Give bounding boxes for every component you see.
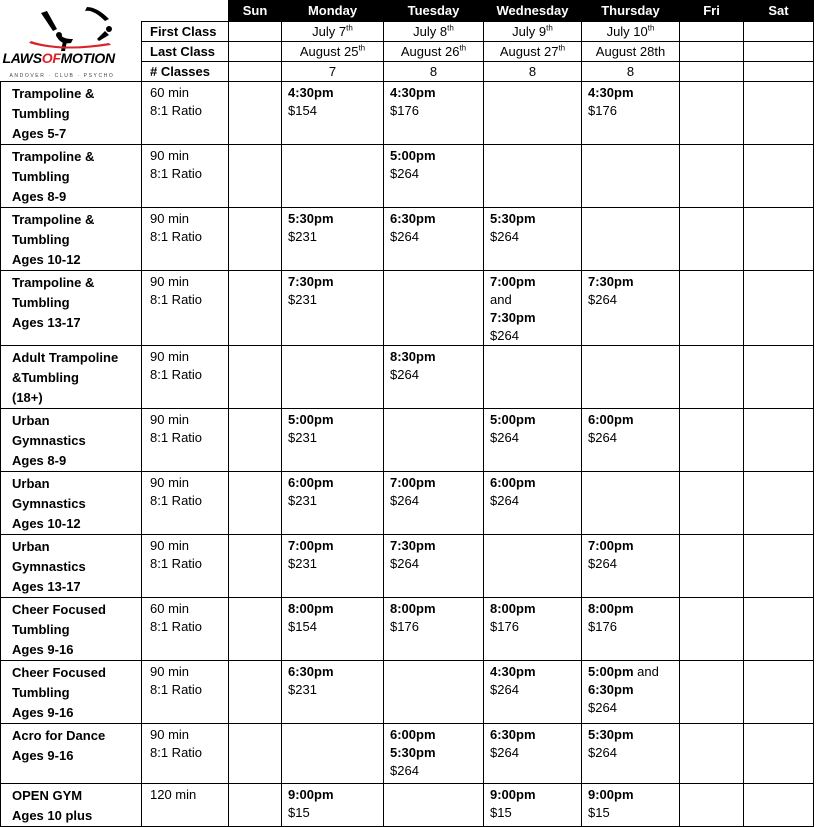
slot-fri xyxy=(680,661,744,724)
slot-tuesday xyxy=(384,472,484,535)
slot-wednesday xyxy=(484,145,582,208)
class-duration: 90 min xyxy=(150,727,190,742)
slot-sat xyxy=(744,271,814,346)
class-duration-cell xyxy=(142,145,229,208)
slot-detail: $231 xyxy=(288,229,317,244)
day-header-thursday: Thursday xyxy=(582,1,680,22)
class-name-cell xyxy=(1,346,142,409)
class-count-sun xyxy=(229,62,282,82)
day-header-wednesday: Wednesday xyxy=(484,1,582,22)
class-name-line: Ages 8-9 xyxy=(12,453,67,468)
day-header-sun: Sun xyxy=(229,1,282,22)
class-name-line: Ages 10 plus xyxy=(12,808,93,823)
class-name-line: Ages 10-12 xyxy=(12,252,81,267)
class-name-cell xyxy=(1,208,142,271)
header-row xyxy=(1,1,814,22)
class-name-line: Ages 9-16 xyxy=(12,748,74,763)
class-count-tuesday: 8 xyxy=(384,62,484,82)
slot-time: 6:00pm xyxy=(490,475,536,490)
class-name-line: Ages 8-9 xyxy=(12,189,67,204)
slot-time: 4:30pm xyxy=(288,85,334,100)
slot-sat xyxy=(744,409,814,472)
class-duration: 60 min xyxy=(150,85,190,100)
class-name-cell xyxy=(1,784,142,827)
slot-detail: $264 xyxy=(490,493,519,508)
last-class-monday: August 25th xyxy=(282,42,384,62)
class-count-label: # Classes xyxy=(142,62,229,82)
slot-wednesday xyxy=(484,409,582,472)
class-name-line: Trampoline & xyxy=(12,212,95,227)
slot-sun xyxy=(229,535,282,598)
slot-detail: $264 xyxy=(390,763,419,778)
slot-detail: $154 xyxy=(288,619,317,634)
slot-sat xyxy=(744,661,814,724)
class-ratio: 8:1 Ratio xyxy=(150,292,203,307)
slot-detail: $176 xyxy=(490,619,519,634)
class-name-line: Trampoline & xyxy=(12,86,95,101)
slot-detail: $264 xyxy=(588,430,617,445)
slot-detail: $264 xyxy=(490,328,519,343)
first-class-tuesday: July 8th xyxy=(384,22,484,42)
slot-detail: $176 xyxy=(588,103,617,118)
slot-detail: $231 xyxy=(288,493,317,508)
class-name-line: Gymnastics xyxy=(12,559,86,574)
class-duration-cell xyxy=(142,784,229,827)
class-duration-cell xyxy=(142,472,229,535)
class-name-line: Acro for Dance xyxy=(12,728,106,743)
class-duration: 120 min xyxy=(150,787,197,802)
slot-time: 7:30pm xyxy=(588,274,634,289)
class-name-line: Tumbling xyxy=(12,685,70,700)
slot-fri xyxy=(680,472,744,535)
slot-time: 5:30pm xyxy=(588,727,634,742)
slot-thursday xyxy=(582,661,680,724)
slot-sat xyxy=(744,472,814,535)
class-name-cell xyxy=(1,724,142,784)
class-name-cell xyxy=(1,409,142,472)
slot-fri xyxy=(680,724,744,784)
slot-sun xyxy=(229,661,282,724)
slot-tuesday xyxy=(384,784,484,827)
slot-tuesday xyxy=(384,145,484,208)
slot-detail: $264 xyxy=(588,700,617,715)
slot-wednesday xyxy=(484,346,582,409)
first-class-monday: July 7th xyxy=(282,22,384,42)
class-row xyxy=(1,271,814,346)
class-name-line: Gymnastics xyxy=(12,433,86,448)
class-duration-cell xyxy=(142,409,229,472)
slot-time: 5:00pm xyxy=(288,412,334,427)
slot-thursday xyxy=(582,82,680,145)
slot-time: 5:30pm xyxy=(390,745,436,760)
class-name-line: Ages 13-17 xyxy=(12,315,81,330)
slot-detail: $176 xyxy=(390,619,419,634)
slot-fri xyxy=(680,535,744,598)
slot-time: 4:30pm xyxy=(390,85,436,100)
slot-wednesday xyxy=(484,271,582,346)
slot-monday xyxy=(282,535,384,598)
slot-sat xyxy=(744,346,814,409)
slot-detail: $264 xyxy=(490,745,519,760)
class-ratio: 8:1 Ratio xyxy=(150,556,203,571)
slot-sun xyxy=(229,784,282,827)
slot-fri xyxy=(680,784,744,827)
class-name-cell xyxy=(1,82,142,145)
class-duration-cell xyxy=(142,208,229,271)
slot-sun xyxy=(229,346,282,409)
class-name-line: Adult Trampoline xyxy=(12,350,119,365)
slot-time: 5:00pm xyxy=(390,148,436,163)
class-name-cell xyxy=(1,145,142,208)
slot-wednesday xyxy=(484,82,582,145)
class-name-cell xyxy=(1,598,142,661)
slot-wednesday xyxy=(484,208,582,271)
slot-tuesday xyxy=(384,661,484,724)
laws-of-motion-logo xyxy=(1,7,139,79)
class-count-sat xyxy=(744,62,814,82)
class-name-cell xyxy=(1,661,142,724)
class-row xyxy=(1,535,814,598)
slot-fri xyxy=(680,271,744,346)
class-ratio: 8:1 Ratio xyxy=(150,682,203,697)
first-class-label: First Class xyxy=(142,22,229,42)
slot-detail: $231 xyxy=(288,430,317,445)
class-duration-cell xyxy=(142,598,229,661)
class-name-line: Gymnastics xyxy=(12,496,86,511)
slot-time: 6:00pm xyxy=(390,727,436,742)
slot-time: 6:30pm xyxy=(390,211,436,226)
slot-time: 7:00pm xyxy=(288,538,334,553)
slot-time: 6:00pm xyxy=(588,412,634,427)
class-name-line: Ages 9-16 xyxy=(12,705,74,720)
slot-tuesday xyxy=(384,535,484,598)
slot-detail: $15 xyxy=(490,805,512,820)
slot-sat xyxy=(744,145,814,208)
slot-detail: $264 xyxy=(490,682,519,697)
slot-sun xyxy=(229,472,282,535)
slot-sat xyxy=(744,208,814,271)
class-row xyxy=(1,724,814,784)
last-class-tuesday: August 26th xyxy=(384,42,484,62)
slot-time: 5:30pm xyxy=(288,211,334,226)
first-class-wednesday: July 9th xyxy=(484,22,582,42)
class-count-wednesday: 8 xyxy=(484,62,582,82)
slot-tuesday xyxy=(384,208,484,271)
slot-detail: $231 xyxy=(288,556,317,571)
gymnast-silhouette-icon xyxy=(1,7,139,51)
class-duration: 90 min xyxy=(150,475,190,490)
slot-time: 7:00pm xyxy=(390,475,436,490)
slot-sun xyxy=(229,598,282,661)
slot-time: 5:00pm xyxy=(490,412,536,427)
slot-time: 9:00pm xyxy=(588,787,634,802)
slot-sun xyxy=(229,208,282,271)
slot-detail: $15 xyxy=(288,805,310,820)
slot-detail: $264 xyxy=(490,430,519,445)
class-ratio: 8:1 Ratio xyxy=(150,619,203,634)
slot-tuesday xyxy=(384,409,484,472)
slot-tuesday xyxy=(384,82,484,145)
slot-monday xyxy=(282,598,384,661)
class-ratio: 8:1 Ratio xyxy=(150,229,203,244)
slot-detail: $176 xyxy=(390,103,419,118)
slot-thursday xyxy=(582,409,680,472)
class-name-line: Tumbling xyxy=(12,295,70,310)
class-name-line: OPEN GYM xyxy=(12,788,83,803)
class-name-line: Ages 9-16 xyxy=(12,642,74,657)
slot-sun xyxy=(229,145,282,208)
slot-monday xyxy=(282,208,384,271)
slot-fri xyxy=(680,145,744,208)
class-ratio: 8:1 Ratio xyxy=(150,745,203,760)
slot-detail: $231 xyxy=(288,682,317,697)
slot-detail: $264 xyxy=(390,493,419,508)
class-duration-cell xyxy=(142,82,229,145)
slot-fri xyxy=(680,409,744,472)
last-class-wednesday: August 27th xyxy=(484,42,582,62)
class-name-line: Cheer Focused xyxy=(12,665,106,680)
class-count-monday: 7 xyxy=(282,62,384,82)
class-row xyxy=(1,82,814,145)
slot-fri xyxy=(680,82,744,145)
slot-monday xyxy=(282,82,384,145)
slot-sat xyxy=(744,82,814,145)
slot-wednesday xyxy=(484,535,582,598)
slot-wednesday xyxy=(484,724,582,784)
class-name-line: &Tumbling xyxy=(12,370,79,385)
class-row xyxy=(1,409,814,472)
slot-wednesday xyxy=(484,661,582,724)
slot-tuesday xyxy=(384,724,484,784)
slot-monday xyxy=(282,724,384,784)
first-class-thursday: July 10th xyxy=(582,22,680,42)
slot-fri xyxy=(680,598,744,661)
class-name-line: Ages 13-17 xyxy=(12,579,81,594)
slot-sat xyxy=(744,724,814,784)
slot-thursday xyxy=(582,346,680,409)
slot-monday xyxy=(282,409,384,472)
slot-wednesday xyxy=(484,598,582,661)
class-name-cell xyxy=(1,535,142,598)
class-row xyxy=(1,598,814,661)
class-count-thursday: 8 xyxy=(582,62,680,82)
class-rows xyxy=(1,82,814,827)
slot-time: 7:00pm xyxy=(588,538,634,553)
slot-sun xyxy=(229,724,282,784)
slot-monday xyxy=(282,346,384,409)
class-duration-cell xyxy=(142,661,229,724)
slot-tuesday xyxy=(384,346,484,409)
slot-detail: and xyxy=(490,292,512,307)
day-header-fri: Fri xyxy=(680,1,744,22)
slot-thursday xyxy=(582,724,680,784)
class-row xyxy=(1,208,814,271)
slot-time: 7:30pm xyxy=(288,274,334,289)
logo-cell xyxy=(1,1,142,82)
slot-detail: $264 xyxy=(390,556,419,571)
class-row xyxy=(1,145,814,208)
class-name-line: Tumbling xyxy=(12,169,70,184)
day-header-monday: Monday xyxy=(282,1,384,22)
class-duration: 90 min xyxy=(150,349,190,364)
slot-detail: $176 xyxy=(588,619,617,634)
header-blank-cell xyxy=(142,1,229,22)
slot-thursday xyxy=(582,598,680,661)
slot-sun xyxy=(229,82,282,145)
class-duration-cell xyxy=(142,271,229,346)
class-ratio: 8:1 Ratio xyxy=(150,430,203,445)
slot-time: 5:00pm and xyxy=(588,664,659,679)
class-ratio: 8:1 Ratio xyxy=(150,103,203,118)
class-name-line: (18+) xyxy=(12,390,43,405)
slot-time: 8:00pm xyxy=(390,601,436,616)
class-name-line: Tumbling xyxy=(12,232,70,247)
class-duration: 60 min xyxy=(150,601,190,616)
slot-time: 6:30pm xyxy=(490,727,536,742)
class-name-line: Ages 5-7 xyxy=(12,126,67,141)
class-ratio: 8:1 Ratio xyxy=(150,493,203,508)
slot-time: 7:30pm xyxy=(390,538,436,553)
class-name-line: Tumbling xyxy=(12,622,70,637)
slot-wednesday xyxy=(484,784,582,827)
slot-sat xyxy=(744,598,814,661)
slot-sun xyxy=(229,409,282,472)
slot-detail: $264 xyxy=(588,292,617,307)
class-count-fri xyxy=(680,62,744,82)
brand-wordmark: LAWSOFMOTION xyxy=(2,49,115,66)
class-ratio: 8:1 Ratio xyxy=(150,166,203,181)
slot-sun xyxy=(229,271,282,346)
slot-time: 4:30pm xyxy=(588,85,634,100)
slot-tuesday xyxy=(384,271,484,346)
slot-detail: $15 xyxy=(588,805,610,820)
slot-fri xyxy=(680,208,744,271)
slot-time: 9:00pm xyxy=(288,787,334,802)
class-duration: 90 min xyxy=(150,664,190,679)
class-name-line: Urban xyxy=(12,476,50,491)
slot-thursday xyxy=(582,784,680,827)
slot-time: 6:00pm xyxy=(288,475,334,490)
class-duration-cell xyxy=(142,724,229,784)
slot-detail: $264 xyxy=(390,166,419,181)
last-class-sat xyxy=(744,42,814,62)
slot-sat xyxy=(744,535,814,598)
slot-wednesday xyxy=(484,472,582,535)
first-class-sun xyxy=(229,22,282,42)
class-duration: 90 min xyxy=(150,274,190,289)
slot-time: 7:30pm xyxy=(490,310,536,325)
slot-detail: $264 xyxy=(490,229,519,244)
class-duration-cell xyxy=(142,346,229,409)
slot-time: 7:00pm xyxy=(490,274,536,289)
slot-time: 6:30pm xyxy=(288,664,334,679)
slot-monday xyxy=(282,784,384,827)
class-name-cell xyxy=(1,271,142,346)
day-header-sat: Sat xyxy=(744,1,814,22)
first-class-fri xyxy=(680,22,744,42)
slot-time: 8:00pm xyxy=(288,601,334,616)
slot-thursday xyxy=(582,472,680,535)
class-name-line: Ages 10-12 xyxy=(12,516,81,531)
slot-detail: $264 xyxy=(588,556,617,571)
slot-monday xyxy=(282,661,384,724)
last-class-label: Last Class xyxy=(142,42,229,62)
slot-time: 8:00pm xyxy=(588,601,634,616)
slot-time: 8:30pm xyxy=(390,349,436,364)
slot-detail: $154 xyxy=(288,103,317,118)
slot-time: 9:00pm xyxy=(490,787,536,802)
slot-tuesday xyxy=(384,598,484,661)
class-row xyxy=(1,784,814,827)
class-name-line: Urban xyxy=(12,413,50,428)
slot-sat xyxy=(744,784,814,827)
slot-detail: $264 xyxy=(588,745,617,760)
class-ratio: 8:1 Ratio xyxy=(150,367,203,382)
slot-monday xyxy=(282,472,384,535)
class-duration: 90 min xyxy=(150,148,190,163)
first-class-sat xyxy=(744,22,814,42)
class-duration: 90 min xyxy=(150,538,190,553)
slot-monday xyxy=(282,145,384,208)
slot-detail: $231 xyxy=(288,292,317,307)
last-class-thursday: August 28th xyxy=(582,42,680,62)
class-name-line: Cheer Focused xyxy=(12,602,106,617)
class-name-cell xyxy=(1,472,142,535)
slot-time: 4:30pm xyxy=(490,664,536,679)
brand-tagline: ANDOVER · CLUB · PSYCHO xyxy=(9,72,115,79)
class-duration-cell xyxy=(142,535,229,598)
class-name-line: Trampoline & xyxy=(12,275,95,290)
slot-monday xyxy=(282,271,384,346)
class-name-line: Urban xyxy=(12,539,50,554)
slot-thursday xyxy=(582,271,680,346)
day-header-tuesday: Tuesday xyxy=(384,1,484,22)
class-row xyxy=(1,661,814,724)
slot-time: 6:30pm xyxy=(588,682,634,697)
slot-detail: $264 xyxy=(390,367,419,382)
last-class-sun xyxy=(229,42,282,62)
class-duration: 90 min xyxy=(150,412,190,427)
class-row xyxy=(1,472,814,535)
class-row xyxy=(1,346,814,409)
slot-time: 5:30pm xyxy=(490,211,536,226)
class-name-line: Trampoline & xyxy=(12,149,95,164)
class-duration: 90 min xyxy=(150,211,190,226)
class-name-line: Tumbling xyxy=(12,106,70,121)
slot-time: 8:00pm xyxy=(490,601,536,616)
slot-thursday xyxy=(582,535,680,598)
slot-thursday xyxy=(582,145,680,208)
slot-fri xyxy=(680,346,744,409)
last-class-fri xyxy=(680,42,744,62)
slot-thursday xyxy=(582,208,680,271)
slot-detail: $264 xyxy=(390,229,419,244)
